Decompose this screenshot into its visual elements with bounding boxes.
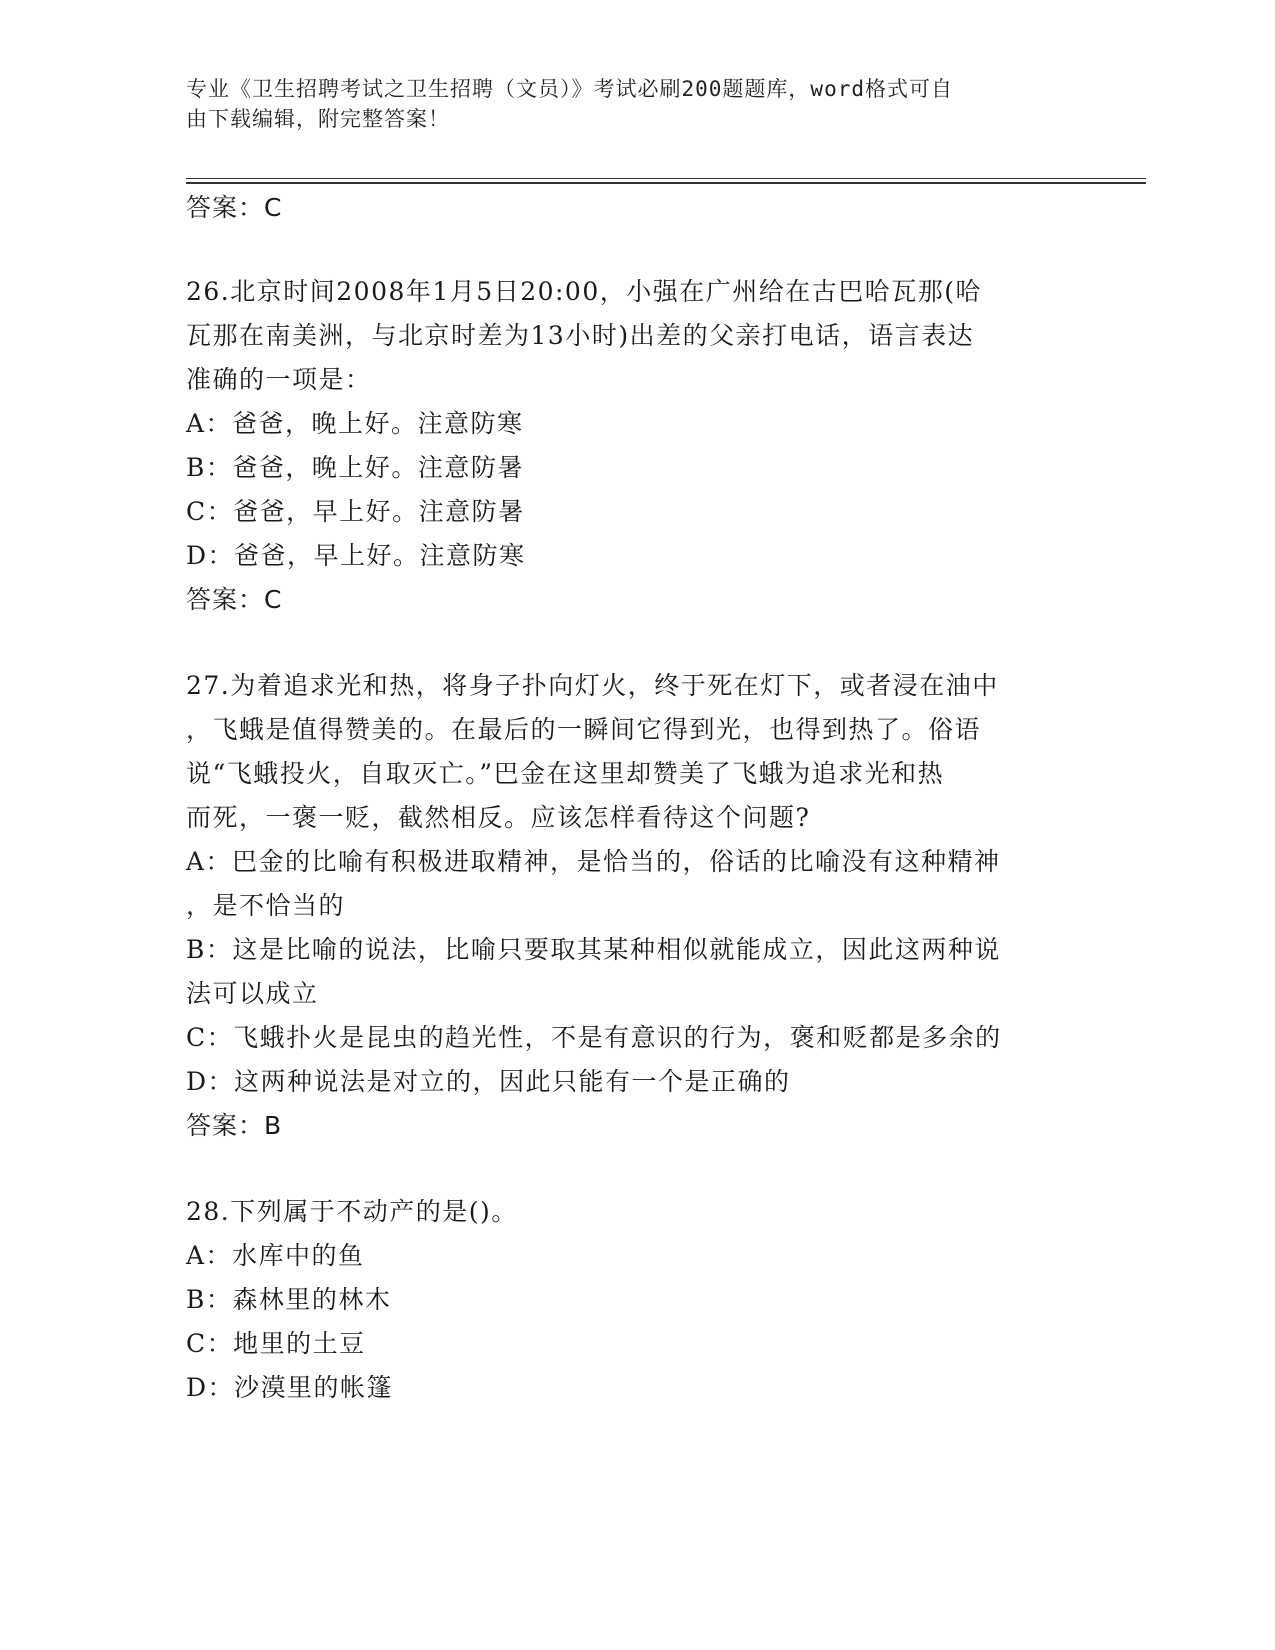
option-d: D：这两种说法是对立的，因此只能有一个是正确的	[186, 1067, 791, 1096]
question-27-stem: 而死，一褒一贬，截然相反。应该怎样看待这个问题?	[186, 803, 811, 832]
option-c: C：飞蛾扑火是昆虫的趋光性，不是有意识的行为，褒和贬都是多余的	[186, 1023, 1002, 1052]
question-26-stem: 准确的一项是：	[186, 365, 372, 394]
option-a: A：爸爸，晚上好。注意防寒	[186, 409, 524, 438]
question-26-stem: 瓦那在南美洲，与北京时差为13小时)出差的父亲打电话，语言表达	[186, 321, 975, 350]
header-rule	[186, 178, 1146, 179]
option-b: B：这是比喻的说法，比喻只要取其某种相似就能成立，因此这两种说	[186, 935, 1001, 964]
option-c: C：地里的土豆	[186, 1329, 366, 1358]
header-rule-thick	[186, 182, 1146, 184]
question-26-stem: 26.北京时间2008年1月5日20:00，小强在广州给在古巴哈瓦那(哈	[186, 277, 982, 306]
option-d: D：爸爸，早上好。注意防寒	[186, 541, 526, 570]
answer-line: 答案：C	[186, 585, 283, 614]
option-b: B：森林里的林木	[186, 1285, 392, 1314]
question-28-stem: 28.下列属于不动产的是()。	[186, 1197, 518, 1226]
header-line: 专业《卫生招聘考试之卫生招聘（文员）》考试必刷200题题库，word格式可自	[186, 77, 953, 101]
question-27-stem: 说“飞蛾投火，自取灭亡。”巴金在这里却赞美了飞蛾为追求光和热	[186, 759, 945, 788]
answer-line: 答案：B	[186, 1111, 283, 1140]
header-line: 由下载编辑，附完整答案！	[186, 107, 450, 131]
page-header	[186, 74, 1066, 134]
option-d: D：沙漠里的帐篷	[186, 1373, 394, 1402]
answer-line: 答案：C	[186, 193, 283, 222]
option-c: C：爸爸，早上好。注意防暑	[186, 497, 525, 526]
option-b: B：爸爸，晚上好。注意防暑	[186, 453, 524, 482]
option-a: A：水库中的鱼	[186, 1241, 365, 1270]
option-a: A：巴金的比喻有积极进取精神，是恰当的，俗话的比喻没有这种精神	[186, 847, 1001, 876]
option-b-continued: 法可以成立	[186, 979, 319, 1008]
question-27-stem: ，飞蛾是值得赞美的。在最后的一瞬间它得到光，也得到热了。俗语	[186, 715, 982, 744]
option-a-continued: ，是不恰当的	[186, 891, 346, 920]
question-27-stem: 27.为着追求光和热，将身子扑向灯火，终于死在灯下，或者浸在油中	[186, 671, 999, 700]
